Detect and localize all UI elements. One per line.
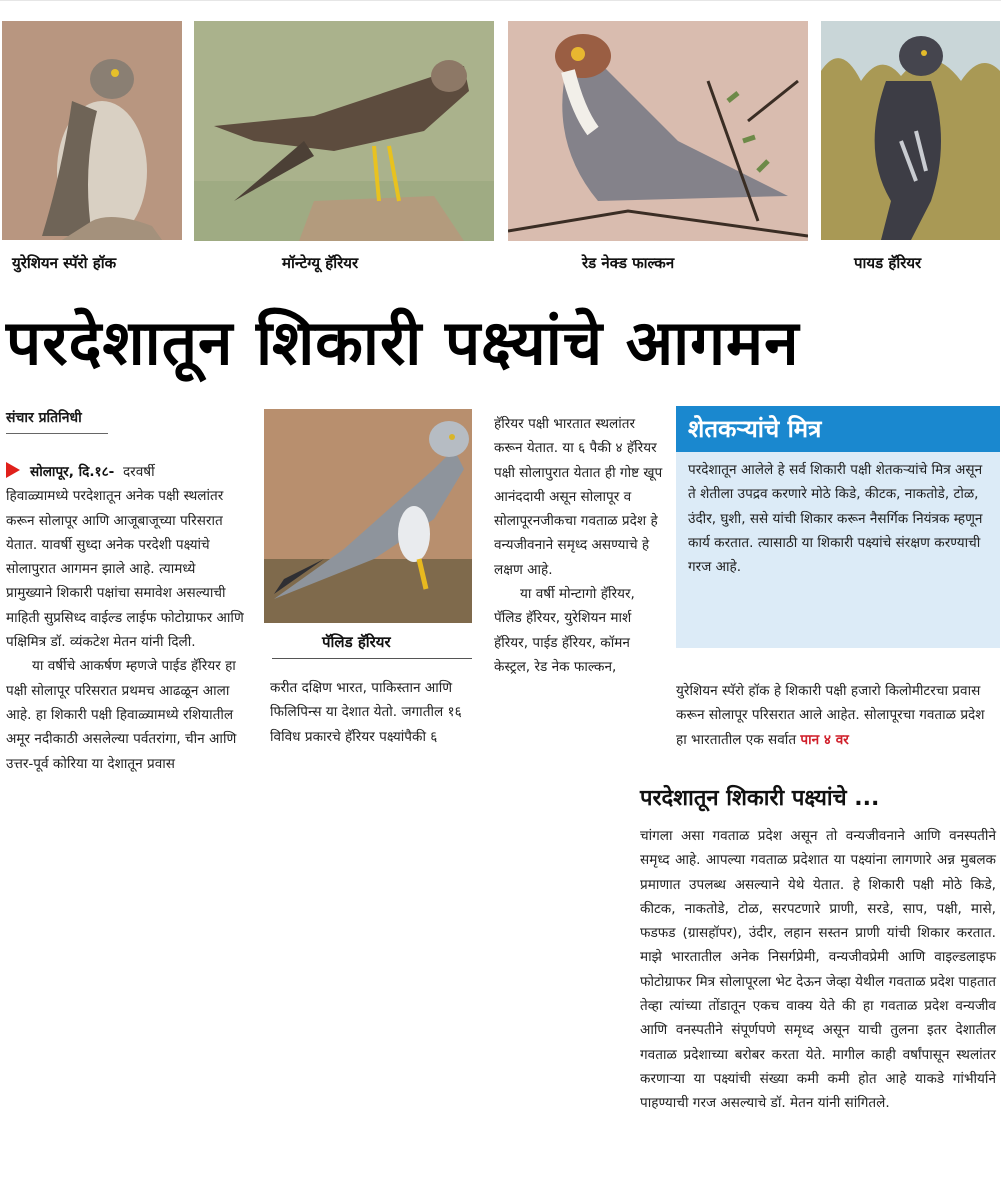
photo-montagus-harrier bbox=[194, 21, 494, 241]
caption-divider bbox=[272, 658, 472, 659]
photo-red-necked-falcon bbox=[508, 21, 808, 241]
continuation-title: परदेशातून शिकारी पक्ष्यांचे ... bbox=[640, 786, 880, 811]
paragraph-text: युरेशियन स्पॅरो हॉक हे शिकारी पक्षी हजारो किलोमीटरचा प्रवास करून सोलापूर परिसरात आले आहेत. सोलापूरचा गवताळ प्रदेश हा भारतातील एक सर्वात bbox=[676, 683, 985, 748]
photo-eurasian-sparrowhawk bbox=[2, 21, 182, 240]
sidebar-title: शेतकऱ्यांचे मित्र bbox=[676, 406, 1000, 452]
caption-eurasian-sparrowhawk: युरेशियन स्पॅरो हॉक bbox=[12, 254, 117, 272]
headline: परदेशातून शिकारी पक्ष्यांचे आगमन bbox=[6, 306, 800, 379]
paragraph: या वर्षी मोन्टागो हॅरियर, पॅलिड हॅरियर, युरेशियन मार्श हॅरियर, पाईड हॅरियर, कॉमन केस्ट्रल, रेड नेक फाल्कन, bbox=[494, 586, 635, 675]
paragraph: या वर्षीचे आकर्षण म्हणजे पाईड हॅरियर हा पक्षी सोलापूर परिसरात प्रथमच आढळून आला आहे. हा शिकारी पक्षी हिवाळ्यामध्ये रशियातील अमूर नदीकाठी असलेल्या पर्वतरांगा, चीन आणि उत्तर-पूर्व कोरिया या देशातून प्रवास bbox=[6, 658, 237, 772]
column-4 bbox=[676, 679, 998, 752]
caption-pied-harrier: पायड हॅरियर bbox=[854, 254, 922, 272]
photo-pallid-harrier bbox=[264, 409, 472, 623]
column-1 bbox=[6, 460, 244, 776]
caption-red-necked-falcon: रेड नेक्ड फाल्कन bbox=[582, 254, 675, 272]
sidebar-box-farmers-friends bbox=[676, 406, 1000, 648]
bullet-arrow-icon bbox=[6, 462, 20, 478]
photo-pied-harrier bbox=[821, 21, 1000, 240]
paragraph bbox=[676, 679, 998, 752]
dateline-place: सोलापूर, दि.१८- bbox=[30, 464, 115, 480]
byline: संचार प्रतिनिधी bbox=[6, 408, 108, 434]
continued-on-page-link[interactable]: पान ४ वर bbox=[800, 731, 849, 748]
paragraph: हिवाळ्यामध्ये परदेशातून अनेक पक्षी स्थलांतर करून सोलापूर आणि आजूबाजूच्या परिसरात येतात. यावर्षी सुध्दा अनेक परदेशी पक्ष्यांचे सोलापुरात आगमन झाले आहे. त्यामध्ये प्रामुख्याने शिकारी पक्षांचा समावेश असल्याची माहिती सुप्रसिध्द वाईल्ड लाईफ फोटोग्राफर आणि पक्षिमित्र डॉ. व्यंकटेश मेतन यांनी दिली. bbox=[6, 488, 244, 651]
continuation-body bbox=[640, 824, 996, 1116]
caption-montagus-harrier: मॉन्टेग्यू हॅरियर bbox=[282, 254, 359, 272]
dateline bbox=[6, 460, 244, 484]
caption-pallid-harrier: पॅलिड हॅरियर bbox=[322, 633, 391, 651]
paragraph: हॅरियर पक्षी भारतात स्थलांतर करून येतात. या ६ पैकी ४ हॅरियर पक्षी सोलापुरात येतात ही गोष्ट खूप आनंददायी असून सोलापूर व सोलापूरनजीकचा गवताळ प्रदेश हे वन्यजीवनाने समृध्द असण्याचे हे लक्षण आहे. bbox=[494, 416, 663, 578]
top-border bbox=[0, 0, 1001, 1]
paragraph: करीत दक्षिण भारत, पाकिस्तान आणि फिलिपिन्स या देशात येतो. जगातील १६ विविध प्रकारचे हॅरियर पक्ष्यांपैकी ६ bbox=[270, 680, 462, 745]
column-3 bbox=[494, 412, 664, 679]
column-2 bbox=[270, 676, 475, 749]
dateline-lead: दरवर्षी bbox=[122, 464, 155, 480]
paragraph: चांगला असा गवताळ प्रदेश असून तो वन्यजीवनाने आणि वनस्पतीने समृध्द आहे. आपल्या गवताळ प्रदेशात या पक्ष्यांना लागणारे अन्न मुबलक प्रमाणात उपलब्ध असल्याने येथे येतात. हे शिकारी पक्षी मोठे किडे, कीटक, नाकतोडे, टोळ, सरपटणारे प्राणी, सरडे, साप, पक्षी, मासे, फडफड (ग्रासहॉपर), उंदीर, लहान सस्तन प्राणी यांची शिकार करतात. माझे भारतातील अनेक निसर्गप्रेमी, वन्यजीवप्रेमी आणि वाइल्डलाइफ फोटोग्राफर मित्र सोलापूरला भेट देऊन जेव्हा येथील गवताळ प्रदेश पाहतात तेव्हा त्यांच्या तोंडातून एकच वाक्य येते की हा गवताळ प्रदेश वन्यजीव आणि वनस्पतीने संपूर्णपणे समृध्द असून याची तुलना इतर देशातील गवताळ प्रदेशाच्या बरोबर करता येते. मागील काही वर्षांपासून स्थलांतर करणाऱ्या या पक्ष्यांची संख्या कमी कमी होत आहे याकडे गांभीर्याने पाहण्याची गरज असल्याचे डॉ. मेतन यांनी सांगितले. bbox=[640, 828, 996, 1112]
sidebar-body: परदेशातून आलेले हे सर्व शिकारी पक्षी शेतकऱ्यांचे मित्र असून ते शेतीला उपद्रव करणारे मोठे किडे, कीटक, नाकतोडे, टोळ, उंदीर, घुशी, ससे यांची शिकार करून नैसर्गिक नियंत्रक म्हणून कार्य करतात. त्यासाठी या शिकारी पक्ष्यांचे संरक्षण करण्याची गरज आहे. bbox=[688, 462, 983, 576]
